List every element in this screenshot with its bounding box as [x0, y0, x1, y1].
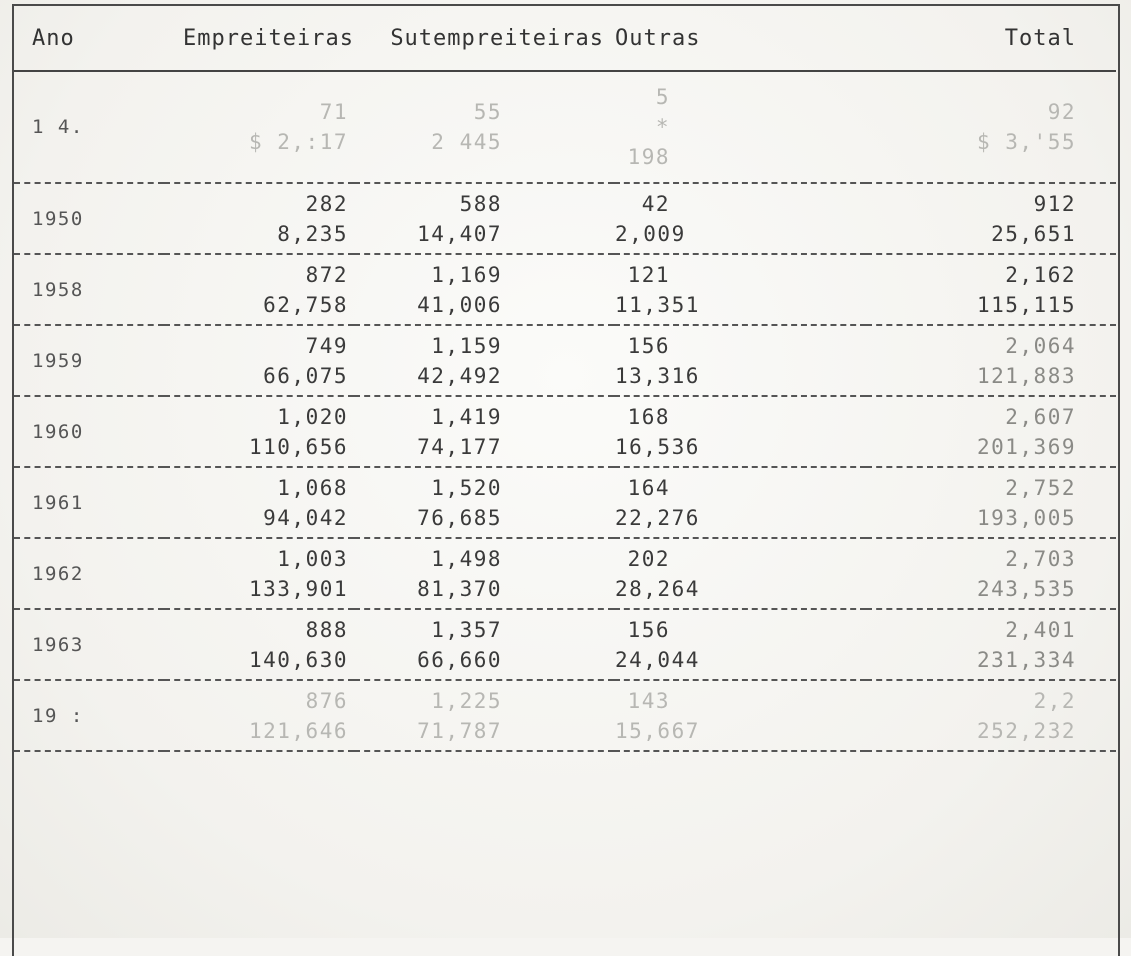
value: 2,009	[615, 221, 686, 246]
count: 1,419	[431, 404, 502, 429]
cell-empreiteiras	[164, 325, 354, 396]
value: 252,232	[976, 718, 1076, 743]
count: 282	[305, 191, 348, 216]
table-row	[14, 467, 1116, 538]
count: 156	[627, 333, 670, 358]
count: 164	[627, 475, 670, 500]
count: 143	[627, 688, 670, 713]
count: 168	[627, 404, 670, 429]
value: 193,005	[976, 505, 1076, 530]
count: 588	[459, 191, 502, 216]
value: 28,264	[615, 576, 700, 601]
value: 133,901	[248, 576, 348, 601]
cell-subempreiteiras	[354, 680, 614, 751]
cell-total	[866, 71, 1116, 183]
cell-subempreiteiras	[354, 325, 614, 396]
cell-outras	[614, 396, 866, 467]
count: 2,401	[1005, 617, 1076, 642]
cell-empreiteiras	[164, 183, 354, 254]
cell-outras	[614, 71, 866, 183]
value: * 198	[627, 115, 670, 169]
value: 121,883	[976, 363, 1076, 388]
cell-total	[866, 325, 1116, 396]
count: 202	[627, 546, 670, 571]
cell-outras	[614, 183, 866, 254]
count: 872	[305, 262, 348, 287]
header-empreiteiras: Empreiteiras	[164, 6, 354, 71]
count: 92	[1047, 100, 1076, 124]
cell-total	[866, 538, 1116, 609]
cell-outras	[614, 325, 866, 396]
cell-outras	[614, 538, 866, 609]
value: 201,369	[976, 434, 1076, 459]
count: 876	[305, 688, 348, 713]
cell-year: 1959	[14, 325, 164, 396]
cell-subempreiteiras	[354, 254, 614, 325]
value: 121,646	[248, 718, 348, 743]
cell-year: 1958	[14, 254, 164, 325]
cell-empreiteiras	[164, 680, 354, 751]
table-row	[14, 71, 1116, 183]
value: 66,660	[417, 647, 502, 672]
value: 110,656	[248, 434, 348, 459]
cell-empreiteiras	[164, 254, 354, 325]
count: 42	[641, 191, 670, 216]
cell-subempreiteiras	[354, 183, 614, 254]
table-row	[14, 254, 1116, 325]
value: 41,006	[417, 292, 502, 317]
count: 912	[1033, 191, 1076, 216]
value: 94,042	[263, 505, 348, 530]
count: 55	[473, 100, 502, 124]
table-row	[14, 538, 1116, 609]
table-body	[14, 71, 1116, 751]
count: 1,520	[431, 475, 502, 500]
cell-year: 1962	[14, 538, 164, 609]
cell-year: 19 :	[14, 680, 164, 751]
value: 76,685	[417, 505, 502, 530]
cell-total	[866, 183, 1116, 254]
count: 1,020	[277, 404, 348, 429]
value: 140,630	[248, 647, 348, 672]
table-row	[14, 680, 1116, 751]
cell-empreiteiras	[164, 538, 354, 609]
cell-outras	[614, 680, 866, 751]
value: 14,407	[417, 221, 502, 246]
count: 888	[305, 617, 348, 642]
count: 2,064	[1005, 333, 1076, 358]
value: 8,235	[277, 221, 348, 246]
header-total: Total	[866, 6, 1116, 71]
value: $ 2,:17	[248, 130, 348, 154]
table-row	[14, 183, 1116, 254]
count: 749	[305, 333, 348, 358]
value: 71,787	[417, 718, 502, 743]
cell-empreiteiras	[164, 396, 354, 467]
count: 2,703	[1005, 546, 1076, 571]
count: 1,068	[277, 475, 348, 500]
cell-subempreiteiras	[354, 609, 614, 680]
cell-total	[866, 254, 1116, 325]
count: 5	[655, 85, 670, 109]
cell-empreiteiras	[164, 609, 354, 680]
value: 74,177	[417, 434, 502, 459]
count: 1,159	[431, 333, 502, 358]
cell-total	[866, 609, 1116, 680]
value: 231,334	[976, 647, 1076, 672]
contractors-table	[14, 6, 1116, 752]
cell-outras	[614, 467, 866, 538]
count: 156	[627, 617, 670, 642]
value: 13,316	[615, 363, 700, 388]
cell-empreiteiras	[164, 467, 354, 538]
cell-outras	[614, 609, 866, 680]
cell-subempreiteiras	[354, 538, 614, 609]
header-ano: Ano	[14, 6, 164, 71]
count: 71	[319, 100, 348, 124]
value: 66,075	[263, 363, 348, 388]
count: 1,498	[431, 546, 502, 571]
cell-total	[866, 396, 1116, 467]
value: 16,536	[615, 434, 700, 459]
header-outras: Outras	[614, 6, 866, 71]
value: 81,370	[417, 576, 502, 601]
count: 1,003	[277, 546, 348, 571]
header-subempreiteiras: Sutempreiteiras	[354, 6, 614, 71]
cell-subempreiteiras	[354, 396, 614, 467]
cell-year: 1960	[14, 396, 164, 467]
cell-outras	[614, 254, 866, 325]
count: 2,2	[1033, 688, 1076, 713]
value: 42,492	[417, 363, 502, 388]
table-row	[14, 396, 1116, 467]
cell-total	[866, 680, 1116, 751]
table-header	[14, 6, 1116, 71]
cell-total	[866, 467, 1116, 538]
cell-year: 1 4.	[14, 71, 164, 183]
value: 62,758	[263, 292, 348, 317]
count: 1,357	[431, 617, 502, 642]
value: 243,535	[976, 576, 1076, 601]
count: 1,225	[431, 688, 502, 713]
cell-year: 1950	[14, 183, 164, 254]
cell-year: 1963	[14, 609, 164, 680]
table-row	[14, 609, 1116, 680]
table-row	[14, 325, 1116, 396]
value: 24,044	[615, 647, 700, 672]
count: 2,607	[1005, 404, 1076, 429]
cell-year: 1961	[14, 467, 164, 538]
value: $ 3,'55	[976, 130, 1076, 154]
cell-subempreiteiras	[354, 71, 614, 183]
value: 22,276	[615, 505, 700, 530]
count: 121	[627, 262, 670, 287]
count: 1,169	[431, 262, 502, 287]
value: 15,667	[615, 718, 700, 743]
value: 25,651	[991, 221, 1076, 246]
cell-subempreiteiras	[354, 467, 614, 538]
count: 2,162	[1005, 262, 1076, 287]
count: 2,752	[1005, 475, 1076, 500]
value: 11,351	[615, 292, 700, 317]
header-row	[14, 6, 1116, 71]
value: 115,115	[976, 292, 1076, 317]
cell-empreiteiras	[164, 71, 354, 183]
value: 2 445	[431, 130, 502, 154]
